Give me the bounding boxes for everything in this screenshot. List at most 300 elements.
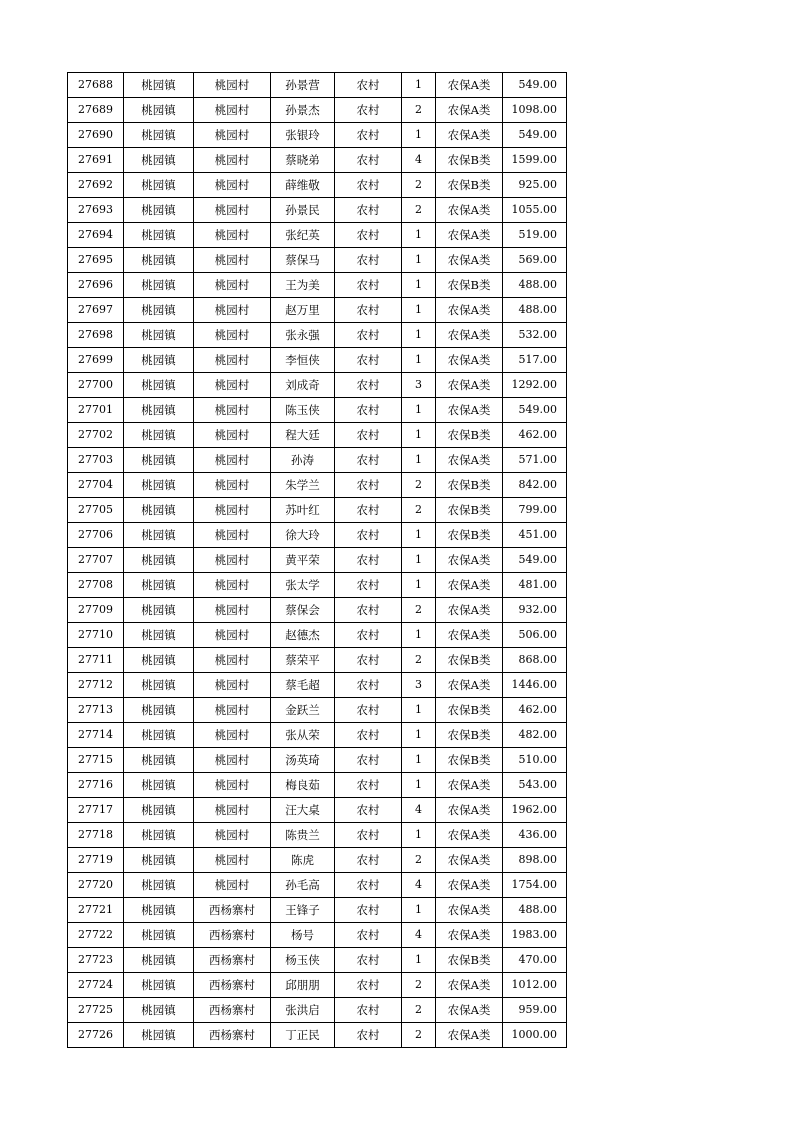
insurance-category-cell: 农保A类	[436, 548, 503, 573]
village-cell: 桃园村	[194, 148, 271, 173]
area-type-cell: 农村	[335, 198, 402, 223]
area-type-cell: 农村	[335, 298, 402, 323]
area-type-cell: 农村	[335, 798, 402, 823]
insurance-category-cell: 农保A类	[436, 773, 503, 798]
village-cell: 西杨寨村	[194, 923, 271, 948]
town-cell: 桃园镇	[124, 598, 194, 623]
insurance-category-cell: 农保A类	[436, 1023, 503, 1048]
household-count-cell: 1	[402, 948, 436, 973]
area-type-cell: 农村	[335, 1023, 402, 1048]
name-cell: 邱朋朋	[271, 973, 335, 998]
table-row	[68, 548, 567, 573]
insurance-category-cell: 农保A类	[436, 198, 503, 223]
area-type-cell: 农村	[335, 173, 402, 198]
insurance-category-cell: 农保A类	[436, 98, 503, 123]
table-row	[68, 148, 567, 173]
table-row	[68, 973, 567, 998]
household-count-cell: 2	[402, 173, 436, 198]
area-type-cell: 农村	[335, 423, 402, 448]
village-cell: 桃园村	[194, 273, 271, 298]
table-row	[68, 173, 567, 198]
area-type-cell: 农村	[335, 823, 402, 848]
name-cell: 梅良茹	[271, 773, 335, 798]
area-type-cell: 农村	[335, 98, 402, 123]
household-count-cell: 4	[402, 873, 436, 898]
amount-cell: 488.00	[503, 273, 567, 298]
area-type-cell: 农村	[335, 548, 402, 573]
town-cell: 桃园镇	[124, 723, 194, 748]
amount-cell: 1292.00	[503, 373, 567, 398]
town-cell: 桃园镇	[124, 998, 194, 1023]
area-type-cell: 农村	[335, 223, 402, 248]
table-row	[68, 823, 567, 848]
amount-cell: 510.00	[503, 748, 567, 773]
amount-cell: 532.00	[503, 323, 567, 348]
insurance-category-cell: 农保B类	[436, 423, 503, 448]
town-cell: 桃园镇	[124, 898, 194, 923]
table-row	[68, 1023, 567, 1048]
row-id-cell: 27703	[68, 448, 124, 473]
name-cell: 孙景民	[271, 198, 335, 223]
insurance-category-cell: 农保A类	[436, 848, 503, 873]
table-row	[68, 123, 567, 148]
row-id-cell: 27694	[68, 223, 124, 248]
household-count-cell: 1	[402, 723, 436, 748]
area-type-cell: 农村	[335, 398, 402, 423]
town-cell: 桃园镇	[124, 773, 194, 798]
household-count-cell: 2	[402, 973, 436, 998]
row-id-cell: 27689	[68, 98, 124, 123]
insurance-category-cell: 农保B类	[436, 473, 503, 498]
village-cell: 西杨寨村	[194, 1023, 271, 1048]
amount-cell: 925.00	[503, 173, 567, 198]
household-count-cell: 2	[402, 498, 436, 523]
row-id-cell: 27718	[68, 823, 124, 848]
table-row	[68, 898, 567, 923]
insurance-category-cell: 农保A类	[436, 573, 503, 598]
amount-cell: 1983.00	[503, 923, 567, 948]
household-count-cell: 1	[402, 573, 436, 598]
table-row	[68, 498, 567, 523]
household-count-cell: 4	[402, 148, 436, 173]
household-count-cell: 1	[402, 748, 436, 773]
amount-cell: 1098.00	[503, 98, 567, 123]
area-type-cell: 农村	[335, 123, 402, 148]
insurance-category-cell: 农保A类	[436, 123, 503, 148]
town-cell: 桃园镇	[124, 298, 194, 323]
amount-cell: 1754.00	[503, 873, 567, 898]
row-id-cell: 27702	[68, 423, 124, 448]
table-row	[68, 398, 567, 423]
village-cell: 桃园村	[194, 298, 271, 323]
name-cell: 杨号	[271, 923, 335, 948]
table-row	[68, 448, 567, 473]
amount-cell: 519.00	[503, 223, 567, 248]
town-cell: 桃园镇	[124, 198, 194, 223]
area-type-cell: 农村	[335, 323, 402, 348]
table-row	[68, 748, 567, 773]
insurance-category-cell: 农保B类	[436, 748, 503, 773]
row-id-cell: 27720	[68, 873, 124, 898]
name-cell: 赵德杰	[271, 623, 335, 648]
insurance-category-cell: 农保A类	[436, 398, 503, 423]
town-cell: 桃园镇	[124, 823, 194, 848]
name-cell: 朱学兰	[271, 473, 335, 498]
village-cell: 桃园村	[194, 373, 271, 398]
table-row	[68, 323, 567, 348]
area-type-cell: 农村	[335, 448, 402, 473]
town-cell: 桃园镇	[124, 173, 194, 198]
village-cell: 桃园村	[194, 248, 271, 273]
insurance-category-cell: 农保A类	[436, 998, 503, 1023]
town-cell: 桃园镇	[124, 648, 194, 673]
row-id-cell: 27699	[68, 348, 124, 373]
row-id-cell: 27717	[68, 798, 124, 823]
household-count-cell: 1	[402, 323, 436, 348]
insurance-category-cell: 农保B类	[436, 523, 503, 548]
village-cell: 西杨寨村	[194, 998, 271, 1023]
household-count-cell: 4	[402, 798, 436, 823]
table-row	[68, 248, 567, 273]
amount-cell: 470.00	[503, 948, 567, 973]
row-id-cell: 27726	[68, 1023, 124, 1048]
row-id-cell: 27723	[68, 948, 124, 973]
town-cell: 桃园镇	[124, 523, 194, 548]
row-id-cell: 27719	[68, 848, 124, 873]
row-id-cell: 27700	[68, 373, 124, 398]
amount-cell: 868.00	[503, 648, 567, 673]
area-type-cell: 农村	[335, 498, 402, 523]
insurance-category-cell: 农保A类	[436, 873, 503, 898]
insurance-category-cell: 农保A类	[436, 923, 503, 948]
amount-cell: 462.00	[503, 698, 567, 723]
amount-cell: 1962.00	[503, 798, 567, 823]
insurance-category-cell: 农保A类	[436, 973, 503, 998]
town-cell: 桃园镇	[124, 398, 194, 423]
row-id-cell: 27705	[68, 498, 124, 523]
household-count-cell: 3	[402, 373, 436, 398]
row-id-cell: 27714	[68, 723, 124, 748]
village-cell: 西杨寨村	[194, 948, 271, 973]
insurance-category-cell: 农保A类	[436, 373, 503, 398]
name-cell: 蔡保马	[271, 248, 335, 273]
town-cell: 桃园镇	[124, 348, 194, 373]
area-type-cell: 农村	[335, 473, 402, 498]
row-id-cell: 27706	[68, 523, 124, 548]
records-table	[67, 72, 567, 1048]
area-type-cell: 农村	[335, 998, 402, 1023]
area-type-cell: 农村	[335, 948, 402, 973]
amount-cell: 842.00	[503, 473, 567, 498]
row-id-cell: 27688	[68, 73, 124, 98]
insurance-category-cell: 农保A类	[436, 223, 503, 248]
area-type-cell: 农村	[335, 748, 402, 773]
row-id-cell: 27715	[68, 748, 124, 773]
table-row	[68, 998, 567, 1023]
village-cell: 桃园村	[194, 73, 271, 98]
insurance-category-cell: 农保A类	[436, 673, 503, 698]
village-cell: 桃园村	[194, 648, 271, 673]
name-cell: 金跃兰	[271, 698, 335, 723]
row-id-cell: 27725	[68, 998, 124, 1023]
village-cell: 桃园村	[194, 698, 271, 723]
amount-cell: 517.00	[503, 348, 567, 373]
table-body	[68, 73, 567, 1048]
name-cell: 王为美	[271, 273, 335, 298]
amount-cell: 932.00	[503, 598, 567, 623]
amount-cell: 959.00	[503, 998, 567, 1023]
household-count-cell: 1	[402, 298, 436, 323]
household-count-cell: 2	[402, 848, 436, 873]
area-type-cell: 农村	[335, 573, 402, 598]
name-cell: 孙涛	[271, 448, 335, 473]
town-cell: 桃园镇	[124, 273, 194, 298]
household-count-cell: 1	[402, 248, 436, 273]
area-type-cell: 农村	[335, 773, 402, 798]
household-count-cell: 1	[402, 73, 436, 98]
name-cell: 李恒侠	[271, 348, 335, 373]
town-cell: 桃园镇	[124, 748, 194, 773]
village-cell: 桃园村	[194, 798, 271, 823]
household-count-cell: 2	[402, 1023, 436, 1048]
household-count-cell: 1	[402, 698, 436, 723]
village-cell: 桃园村	[194, 848, 271, 873]
row-id-cell: 27693	[68, 198, 124, 223]
town-cell: 桃园镇	[124, 948, 194, 973]
village-cell: 桃园村	[194, 723, 271, 748]
row-id-cell: 27695	[68, 248, 124, 273]
name-cell: 蔡晓弟	[271, 148, 335, 173]
area-type-cell: 农村	[335, 698, 402, 723]
amount-cell: 549.00	[503, 548, 567, 573]
insurance-category-cell: 农保A类	[436, 898, 503, 923]
name-cell: 张纪英	[271, 223, 335, 248]
village-cell: 桃园村	[194, 173, 271, 198]
name-cell: 孙景杰	[271, 98, 335, 123]
row-id-cell: 27704	[68, 473, 124, 498]
area-type-cell: 农村	[335, 523, 402, 548]
town-cell: 桃园镇	[124, 973, 194, 998]
village-cell: 桃园村	[194, 123, 271, 148]
table-row	[68, 923, 567, 948]
area-type-cell: 农村	[335, 673, 402, 698]
amount-cell: 549.00	[503, 123, 567, 148]
village-cell: 桃园村	[194, 573, 271, 598]
area-type-cell: 农村	[335, 973, 402, 998]
amount-cell: 549.00	[503, 73, 567, 98]
town-cell: 桃园镇	[124, 473, 194, 498]
row-id-cell: 27722	[68, 923, 124, 948]
table-row	[68, 98, 567, 123]
amount-cell: 482.00	[503, 723, 567, 748]
row-id-cell: 27712	[68, 673, 124, 698]
name-cell: 陈虎	[271, 848, 335, 873]
table-row	[68, 373, 567, 398]
name-cell: 蔡荣平	[271, 648, 335, 673]
amount-cell: 569.00	[503, 248, 567, 273]
insurance-category-cell: 农保A类	[436, 598, 503, 623]
household-count-cell: 1	[402, 623, 436, 648]
name-cell: 刘成奇	[271, 373, 335, 398]
amount-cell: 1055.00	[503, 198, 567, 223]
household-count-cell: 2	[402, 473, 436, 498]
name-cell: 张太学	[271, 573, 335, 598]
name-cell: 苏叶红	[271, 498, 335, 523]
insurance-category-cell: 农保A类	[436, 823, 503, 848]
town-cell: 桃园镇	[124, 923, 194, 948]
household-count-cell: 1	[402, 398, 436, 423]
town-cell: 桃园镇	[124, 323, 194, 348]
table-row	[68, 223, 567, 248]
village-cell: 桃园村	[194, 873, 271, 898]
name-cell: 孙景营	[271, 73, 335, 98]
town-cell: 桃园镇	[124, 573, 194, 598]
row-id-cell: 27711	[68, 648, 124, 673]
amount-cell: 543.00	[503, 773, 567, 798]
town-cell: 桃园镇	[124, 698, 194, 723]
table-row	[68, 473, 567, 498]
insurance-category-cell: 农保A类	[436, 248, 503, 273]
village-cell: 桃园村	[194, 748, 271, 773]
name-cell: 杨玉侠	[271, 948, 335, 973]
village-cell: 桃园村	[194, 448, 271, 473]
household-count-cell: 1	[402, 823, 436, 848]
village-cell: 西杨寨村	[194, 898, 271, 923]
name-cell: 蔡毛超	[271, 673, 335, 698]
insurance-category-cell: 农保A类	[436, 73, 503, 98]
amount-cell: 488.00	[503, 898, 567, 923]
table-row	[68, 673, 567, 698]
household-count-cell: 2	[402, 598, 436, 623]
insurance-category-cell: 农保A类	[436, 323, 503, 348]
name-cell: 张永强	[271, 323, 335, 348]
table-row	[68, 298, 567, 323]
table-row	[68, 648, 567, 673]
amount-cell: 451.00	[503, 523, 567, 548]
area-type-cell: 农村	[335, 723, 402, 748]
name-cell: 薛维敬	[271, 173, 335, 198]
amount-cell: 506.00	[503, 623, 567, 648]
village-cell: 桃园村	[194, 473, 271, 498]
household-count-cell: 2	[402, 998, 436, 1023]
village-cell: 桃园村	[194, 523, 271, 548]
row-id-cell: 27716	[68, 773, 124, 798]
town-cell: 桃园镇	[124, 798, 194, 823]
town-cell: 桃园镇	[124, 248, 194, 273]
area-type-cell: 农村	[335, 248, 402, 273]
area-type-cell: 农村	[335, 923, 402, 948]
insurance-category-cell: 农保B类	[436, 723, 503, 748]
town-cell: 桃园镇	[124, 73, 194, 98]
insurance-category-cell: 农保A类	[436, 298, 503, 323]
household-count-cell: 2	[402, 198, 436, 223]
row-id-cell: 27724	[68, 973, 124, 998]
area-type-cell: 农村	[335, 73, 402, 98]
town-cell: 桃园镇	[124, 148, 194, 173]
household-count-cell: 4	[402, 923, 436, 948]
household-count-cell: 1	[402, 448, 436, 473]
name-cell: 孙毛高	[271, 873, 335, 898]
amount-cell: 1012.00	[503, 973, 567, 998]
name-cell: 王锋子	[271, 898, 335, 923]
area-type-cell: 农村	[335, 898, 402, 923]
insurance-category-cell: 农保B类	[436, 698, 503, 723]
household-count-cell: 1	[402, 223, 436, 248]
table-row	[68, 198, 567, 223]
amount-cell: 1000.00	[503, 1023, 567, 1048]
town-cell: 桃园镇	[124, 373, 194, 398]
name-cell: 蔡保会	[271, 598, 335, 623]
table-row	[68, 73, 567, 98]
row-id-cell: 27698	[68, 323, 124, 348]
village-cell: 桃园村	[194, 348, 271, 373]
row-id-cell: 27713	[68, 698, 124, 723]
area-type-cell: 农村	[335, 348, 402, 373]
village-cell: 桃园村	[194, 623, 271, 648]
household-count-cell: 2	[402, 648, 436, 673]
insurance-category-cell: 农保B类	[436, 948, 503, 973]
village-cell: 桃园村	[194, 398, 271, 423]
household-count-cell: 1	[402, 273, 436, 298]
row-id-cell: 27692	[68, 173, 124, 198]
town-cell: 桃园镇	[124, 498, 194, 523]
table-row	[68, 773, 567, 798]
table-row	[68, 798, 567, 823]
area-type-cell: 农村	[335, 848, 402, 873]
amount-cell: 1599.00	[503, 148, 567, 173]
town-cell: 桃园镇	[124, 548, 194, 573]
table-row	[68, 273, 567, 298]
town-cell: 桃园镇	[124, 848, 194, 873]
table-row	[68, 873, 567, 898]
amount-cell: 436.00	[503, 823, 567, 848]
name-cell: 丁正民	[271, 1023, 335, 1048]
amount-cell: 549.00	[503, 398, 567, 423]
row-id-cell: 27691	[68, 148, 124, 173]
household-count-cell: 1	[402, 548, 436, 573]
amount-cell: 488.00	[503, 298, 567, 323]
village-cell: 桃园村	[194, 198, 271, 223]
town-cell: 桃园镇	[124, 1023, 194, 1048]
area-type-cell: 农村	[335, 148, 402, 173]
name-cell: 赵万里	[271, 298, 335, 323]
name-cell: 徐大玲	[271, 523, 335, 548]
area-type-cell: 农村	[335, 873, 402, 898]
area-type-cell: 农村	[335, 598, 402, 623]
household-count-cell: 1	[402, 348, 436, 373]
village-cell: 桃园村	[194, 498, 271, 523]
row-id-cell: 27701	[68, 398, 124, 423]
row-id-cell: 27696	[68, 273, 124, 298]
name-cell: 汤英琦	[271, 748, 335, 773]
table-row	[68, 523, 567, 548]
household-count-cell: 1	[402, 898, 436, 923]
area-type-cell: 农村	[335, 373, 402, 398]
insurance-category-cell: 农保B类	[436, 148, 503, 173]
insurance-category-cell: 农保B类	[436, 498, 503, 523]
row-id-cell: 27708	[68, 573, 124, 598]
town-cell: 桃园镇	[124, 673, 194, 698]
insurance-category-cell: 农保A类	[436, 448, 503, 473]
town-cell: 桃园镇	[124, 223, 194, 248]
village-cell: 桃园村	[194, 98, 271, 123]
village-cell: 桃园村	[194, 598, 271, 623]
village-cell: 桃园村	[194, 548, 271, 573]
town-cell: 桃园镇	[124, 98, 194, 123]
table-row	[68, 698, 567, 723]
village-cell: 桃园村	[194, 773, 271, 798]
town-cell: 桃园镇	[124, 448, 194, 473]
